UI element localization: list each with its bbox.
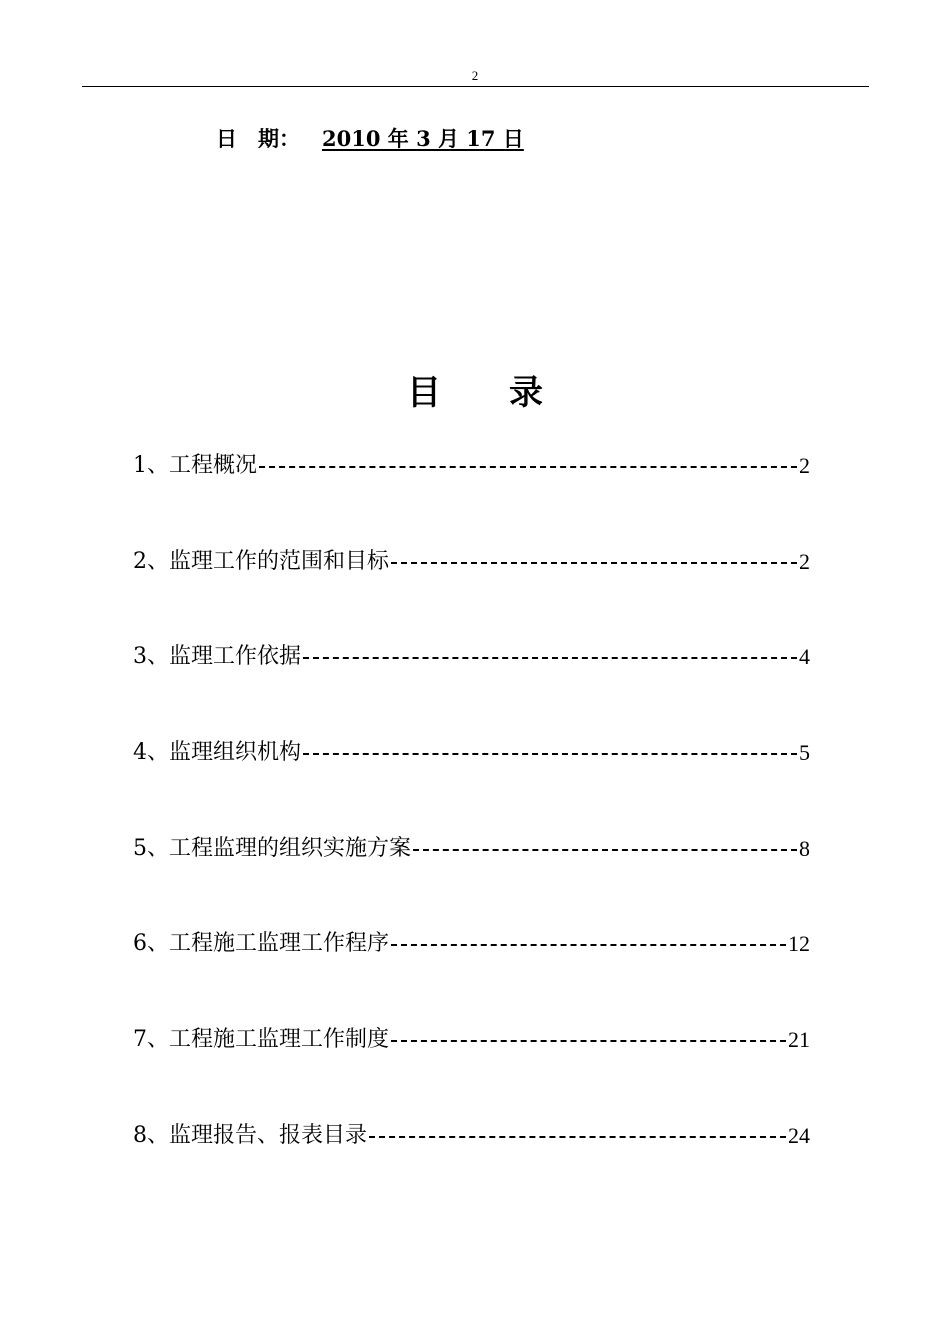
toc-item-label: 5、工程监理的组织实施方案 — [133, 835, 411, 861]
date-value: 2010 年 3 月 17 日 — [322, 126, 524, 151]
toc-item-label: 6、工程施工监理工作程序 — [133, 931, 389, 957]
toc-item-page: 5 — [799, 740, 810, 766]
toc-item-3[interactable] — [133, 637, 810, 677]
toc-leader — [369, 1136, 786, 1138]
toc-item-6[interactable] — [133, 924, 810, 964]
toc-item-4[interactable] — [133, 733, 810, 773]
page-number: 2 — [471, 68, 479, 83]
toc-item-page: 2 — [799, 453, 810, 478]
toc-item-8[interactable] — [133, 1116, 810, 1156]
toc-item-label: 7、工程施工监理工作制度 — [133, 1027, 389, 1053]
toc-leader — [303, 753, 797, 755]
toc-item-page: 24 — [788, 1122, 810, 1148]
toc-item-page: 8 — [799, 835, 810, 861]
toc-item-1[interactable] — [133, 446, 810, 486]
toc-item-label: 8、监理报告、报表目录 — [133, 1122, 367, 1148]
toc-item-label: 1、工程概况 — [133, 453, 257, 478]
date-label: 日 期： — [216, 126, 300, 151]
toc-item-7[interactable] — [133, 1020, 810, 1060]
toc-item-label: 2、监理工作的范围和目标 — [133, 548, 389, 574]
toc-leader — [391, 562, 797, 564]
toc-item-2[interactable] — [133, 542, 810, 582]
toc-title: 目 录 — [407, 373, 543, 413]
toc-item-label: 3、监理工作依据 — [133, 644, 301, 670]
toc-list — [133, 446, 810, 1212]
toc-item-page: 12 — [788, 931, 810, 957]
toc-leader — [259, 466, 797, 468]
toc-leader — [391, 944, 786, 946]
date-line — [216, 124, 524, 154]
toc-leader — [391, 1040, 786, 1042]
toc-leader — [413, 849, 797, 851]
toc-item-page: 21 — [788, 1027, 810, 1053]
toc-item-page: 2 — [799, 548, 810, 574]
toc-item-page: 4 — [799, 644, 810, 670]
header-rule — [82, 86, 869, 87]
toc-leader — [303, 657, 797, 659]
toc-item-5[interactable] — [133, 829, 810, 869]
toc-item-label: 4、监理组织机构 — [133, 740, 301, 766]
